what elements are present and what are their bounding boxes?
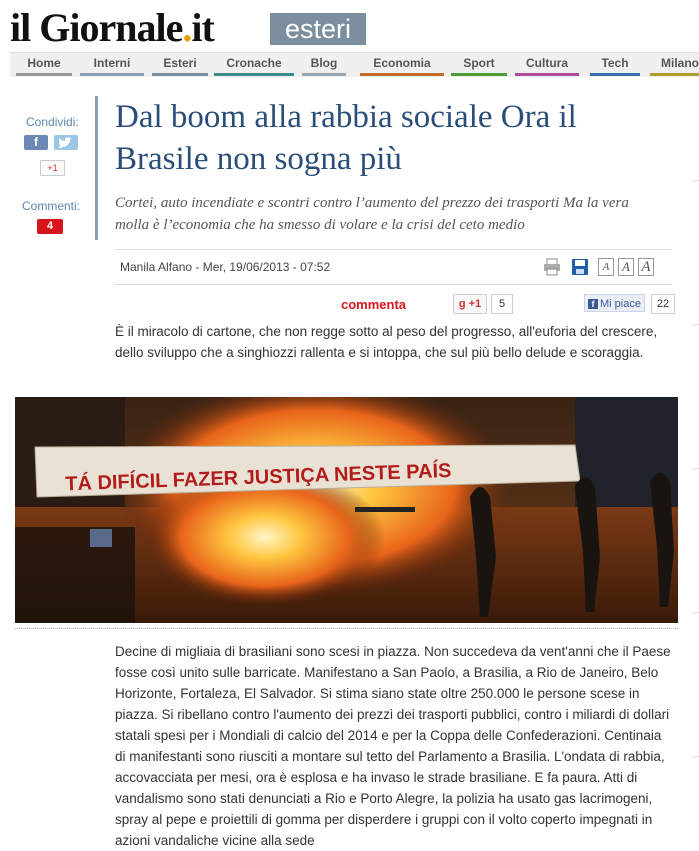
- nav-item-underline: [650, 73, 699, 76]
- nav-item-underline: [451, 73, 507, 76]
- nav-item-label: Esteri: [163, 56, 197, 70]
- font-large-button[interactable]: A: [638, 258, 654, 276]
- nav-item-label: Cronache: [226, 56, 282, 70]
- site-header: [0, 0, 699, 52]
- nav-item-label: Home: [27, 56, 61, 70]
- nav-item-tech[interactable]: [590, 53, 640, 73]
- nav-item-milano[interactable]: [650, 53, 699, 73]
- nav-item-blog[interactable]: [302, 53, 346, 73]
- nav-item-underline: [214, 73, 294, 76]
- logo-text: il Giornale: [10, 5, 183, 50]
- protest-photo-illustration: [15, 397, 678, 623]
- fb-like-count: 22: [651, 294, 675, 314]
- logo-tld: it: [191, 5, 214, 50]
- comments-label: Commenti:: [22, 199, 81, 213]
- gplus-count: 5: [491, 294, 513, 314]
- nav-item-underline: [590, 73, 640, 76]
- facebook-icon: f: [588, 299, 598, 309]
- article-title: Dal boom alla rabbia sociale Ora il Brasile non sogna più: [115, 99, 577, 177]
- gplus-g-icon: g: [458, 298, 466, 310]
- comments-count-badge[interactable]: 4: [37, 219, 63, 234]
- article-subtitle: Cortei, auto incendiate e scontri contro l’aumento del prezzo dei trasporti Ma la vera molla è l’economia che ha smesso di volare e la crisi del ceto medio: [115, 195, 629, 233]
- nav-item-label: Sport: [463, 56, 495, 70]
- nav-item-label: Economia: [373, 56, 431, 70]
- sidebar-divider: [692, 180, 699, 181]
- commenta-link[interactable]: commenta: [341, 297, 407, 312]
- sidebar-divider: [692, 324, 699, 325]
- article-body: Decine di migliaia di brasiliani sono scesi in piazza. Non succedeva da vent'anni che il Paese fosse così unito sulle barricate. Manifestano a San Paolo, a Brasilia, a Rio de Janeiro, Belo Horizonte, Fortaleza, El Salvador. Si stima siano state oltre 250.000 le persone scese in piazza. Si ribellano contro l'aumento dei prezzi dei trasporti pubblici, contro i miliardi di dollari statali spesi per i Mondiali di calcio del 2014 e per la Coppa delle Confederazioni. Centinaia di manifestanti sono riusciti a montare sul tetto del Parlamento a Brasilia. L'ondata di rabbia, accovacciata per mesi, ora è esplosa e ha invaso le strade brasiliane. E fa paura. Atti di vandalismo sono stati denunciati a Rio e Porto Alegre, la polizia ha usato gas lacrimogeni, spray al pepe e proiettili di gomma per disperdere i gruppi con il volto coperto impegnati in azioni vandaliche vicine alla sede: [115, 644, 671, 848]
- nav-item-underline: [302, 73, 346, 76]
- nav-item-sport[interactable]: [451, 53, 507, 73]
- nav-item-underline: [16, 73, 72, 76]
- nav-item-home[interactable]: [16, 53, 72, 73]
- print-icon[interactable]: [543, 258, 561, 276]
- nav-item-underline: [515, 73, 579, 76]
- main-nav: [10, 52, 699, 77]
- nav-item-label: Tech: [601, 56, 629, 70]
- nav-item-underline: [152, 73, 208, 76]
- gplus-button[interactable]: [453, 294, 487, 314]
- article-intro: È il miracolo di cartone, che non regge sotto al peso del progresso, all'euforia del crescere, dello sviluppo che a singhiozzi rallenta e si intoppa, che sul più bello delude e scoraggia.: [115, 324, 658, 360]
- photo-separator: [15, 628, 678, 629]
- title-accent-line: [95, 96, 98, 240]
- sidebar-divider: [692, 612, 699, 613]
- twitter-share-button[interactable]: [54, 135, 78, 150]
- facebook-share-button[interactable]: f: [24, 135, 48, 150]
- nav-item-underline: [360, 73, 444, 76]
- nav-item-economia[interactable]: [360, 53, 444, 73]
- gplus-share-button[interactable]: +1: [40, 160, 65, 176]
- logo-dot: .: [182, 5, 192, 50]
- sidebar-divider: [692, 468, 699, 469]
- fb-like-button[interactable]: [584, 294, 645, 312]
- nav-item-label: Blog: [310, 56, 338, 70]
- site-logo[interactable]: [10, 6, 214, 50]
- font-small-button[interactable]: A: [598, 258, 614, 276]
- article-photo[interactable]: [15, 397, 678, 623]
- nav-item-esteri[interactable]: [152, 53, 208, 73]
- nav-item-label: Interni: [93, 56, 131, 70]
- gplus-label: +1: [468, 298, 482, 310]
- right-sidebar-edge: [692, 96, 699, 841]
- byline: Manila Alfano - Mer, 19/06/2013 - 07:52: [120, 260, 331, 274]
- share-label: Condividi:: [26, 115, 79, 129]
- sidebar-divider: [692, 756, 699, 757]
- nav-item-cultura[interactable]: [515, 53, 579, 73]
- nav-item-underline: [80, 73, 144, 76]
- nav-item-interni[interactable]: [80, 53, 144, 73]
- save-icon[interactable]: [571, 258, 589, 276]
- fb-like-label: Mi piace: [600, 298, 641, 310]
- font-medium-button[interactable]: A: [618, 258, 634, 276]
- nav-item-label: Cultura: [526, 56, 568, 70]
- banner-text: TÁ DIFÍCIL FAZER JUSTIÇA NESTE PAÍS: [64, 459, 452, 496]
- section-tag[interactable]: esteri: [270, 13, 366, 45]
- nav-item-cronache[interactable]: [214, 53, 294, 73]
- article-meta-bar: [115, 249, 672, 285]
- twitter-icon: [59, 137, 73, 148]
- nav-item-label: Milano: [661, 56, 699, 70]
